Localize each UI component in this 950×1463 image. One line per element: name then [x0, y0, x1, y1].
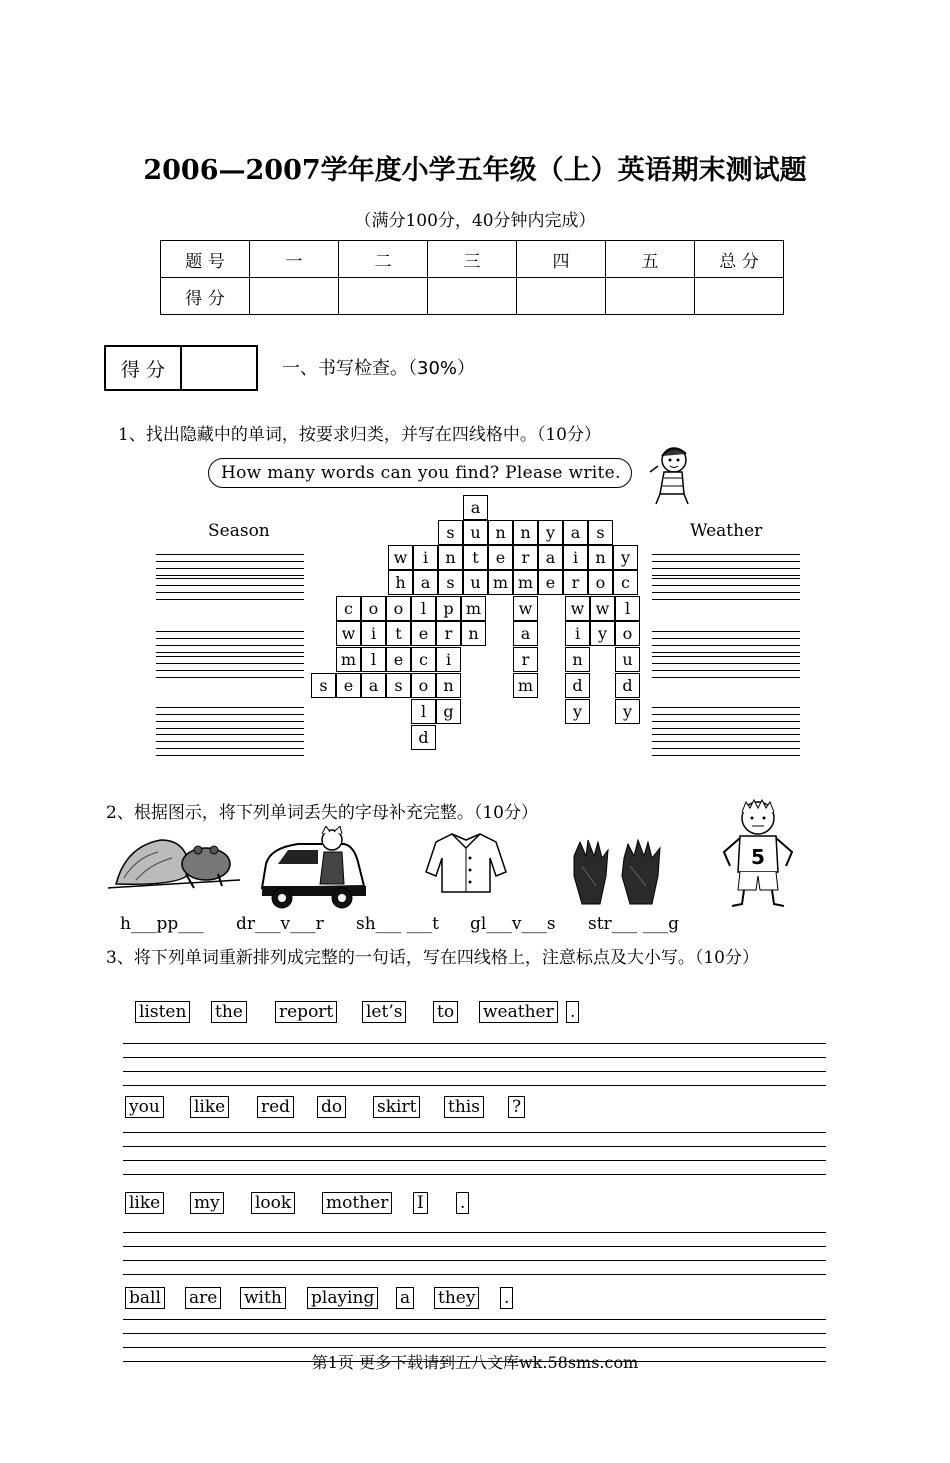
writing-line — [652, 728, 800, 729]
grid-cell: s — [588, 520, 613, 545]
writing-line — [156, 561, 304, 562]
word-card: weather — [479, 1001, 558, 1023]
grid-cell: e — [336, 673, 361, 698]
word-card: skirt — [373, 1096, 420, 1118]
grid-cell: m — [336, 647, 361, 672]
grid-cell: t — [463, 545, 488, 570]
grid-cell: a — [563, 520, 588, 545]
writing-line — [123, 1043, 826, 1044]
grid-cell: l — [411, 596, 436, 621]
writing-line — [652, 585, 800, 586]
writing-line — [652, 677, 800, 678]
writing-line — [652, 656, 800, 657]
cartoon-boy-icon — [646, 442, 696, 506]
writing-line — [156, 631, 304, 632]
writing-line — [652, 670, 800, 671]
grid-cell: u — [463, 520, 488, 545]
gloves-picture-icon — [566, 836, 670, 908]
grid-cell: h — [388, 570, 413, 595]
section-heading: 一、书写检查。（30%） — [282, 358, 476, 379]
grid-cell: n — [436, 673, 461, 698]
writing-line — [156, 656, 304, 657]
question-2-prompt: 2、根据图示，将下列单词丢失的字母补充完整。（10分） — [106, 803, 538, 823]
writing-line — [652, 561, 800, 562]
grid-cell: n — [488, 520, 513, 545]
score-cell — [695, 278, 784, 315]
writing-line — [156, 592, 304, 593]
writing-line — [156, 670, 304, 671]
writing-line — [156, 741, 304, 742]
grid-cell: n — [513, 520, 538, 545]
writing-line — [156, 638, 304, 639]
grid-cell: m — [513, 570, 538, 595]
word-card: . — [566, 1001, 579, 1023]
writing-line — [156, 714, 304, 715]
grid-cell: y — [590, 621, 615, 646]
writing-line — [123, 1232, 826, 1233]
score-cell — [606, 278, 695, 315]
writing-line — [652, 631, 800, 632]
grid-cell: m — [461, 596, 486, 621]
strong-boy-picture-icon — [716, 796, 800, 912]
grid-cell: s — [438, 520, 463, 545]
writing-line — [156, 652, 304, 653]
grid-cell: u — [615, 647, 640, 672]
writing-line — [652, 554, 800, 555]
grid-cell: o — [588, 570, 613, 595]
writing-line — [652, 755, 800, 756]
writing-line — [156, 721, 304, 722]
grid-cell: i — [565, 621, 590, 646]
word-card: they — [434, 1287, 479, 1309]
writing-line — [652, 748, 800, 749]
season-label: Season — [208, 521, 270, 541]
writing-line — [123, 1085, 826, 1086]
word-card: I — [413, 1192, 428, 1214]
word-card: . — [500, 1287, 513, 1309]
grid-cell: y — [615, 699, 640, 724]
grid-cell: l — [411, 699, 436, 724]
grid-cell: l — [615, 596, 640, 621]
grid-cell: n — [565, 647, 590, 672]
page-subtitle: （满分100分，40分钟内完成） — [354, 211, 596, 231]
grid-cell: d — [565, 673, 590, 698]
writing-line — [156, 728, 304, 729]
score-table-header-cell: 三 — [428, 241, 517, 278]
writing-line — [123, 1146, 826, 1147]
grid-cell: i — [361, 621, 386, 646]
question-3-prompt: 3、将下列单词重新排列成完整的一句话，写在四线格上，注意标点及大小写。（10分） — [106, 948, 759, 968]
writing-line — [652, 592, 800, 593]
grid-cell: a — [361, 673, 386, 698]
word-card: like — [190, 1096, 229, 1118]
writing-line — [652, 568, 800, 569]
writing-line — [652, 638, 800, 639]
writing-line — [123, 1132, 826, 1133]
missing-letter-word: h___pp___ — [120, 914, 204, 934]
writing-line — [156, 734, 304, 735]
writing-line — [123, 1319, 826, 1320]
writing-line — [123, 1246, 826, 1247]
writing-line — [652, 734, 800, 735]
writing-line — [156, 707, 304, 708]
writing-line — [652, 707, 800, 708]
missing-letter-word: sh___ ___t — [356, 914, 439, 934]
grid-cell: m — [513, 673, 538, 698]
shirt-picture-icon — [424, 830, 508, 896]
word-card: a — [396, 1287, 414, 1309]
score-cell — [428, 278, 517, 315]
writing-line — [123, 1274, 826, 1275]
grid-cell: w — [513, 596, 538, 621]
writing-line — [652, 575, 800, 576]
score-table-header-cell: 二 — [339, 241, 428, 278]
grid-cell: a — [413, 570, 438, 595]
grid-cell: e — [538, 570, 563, 595]
grid-cell: o — [361, 596, 386, 621]
writing-line — [123, 1333, 826, 1334]
word-card: with — [240, 1287, 286, 1309]
grid-cell: r — [513, 647, 538, 672]
word-card: look — [251, 1192, 295, 1214]
word-card: red — [257, 1096, 294, 1118]
writing-line — [156, 663, 304, 664]
writing-line — [652, 599, 800, 600]
writing-line — [652, 721, 800, 722]
grid-cell: u — [463, 570, 488, 595]
grid-cell: w — [565, 596, 590, 621]
grid-cell: c — [411, 647, 436, 672]
hippo-picture-icon — [106, 828, 240, 894]
writing-line — [156, 599, 304, 600]
car-driver-picture-icon — [258, 826, 370, 912]
writing-line — [123, 1057, 826, 1058]
word-card: are — [185, 1287, 221, 1309]
grid-cell: w — [336, 621, 361, 646]
writing-line — [652, 578, 800, 579]
grid-cell: e — [488, 545, 513, 570]
section-score-label: 得 分 — [106, 347, 182, 389]
writing-line — [652, 663, 800, 664]
writing-line — [156, 755, 304, 756]
grid-cell: w — [388, 545, 413, 570]
grid-cell: o — [615, 621, 640, 646]
page-footer: 第1页 更多下载请到五八文库wk.58sms.com — [311, 1353, 639, 1372]
word-card: do — [317, 1096, 346, 1118]
word-card: ball — [125, 1287, 165, 1309]
word-card: the — [211, 1001, 247, 1023]
writing-line — [652, 714, 800, 715]
word-card: . — [456, 1192, 469, 1214]
score-table-score-row — [161, 278, 784, 315]
grid-cell: s — [438, 570, 463, 595]
word-card: report — [275, 1001, 337, 1023]
writing-line — [652, 741, 800, 742]
score-table-header-cell: 四 — [517, 241, 606, 278]
svg-text:5: 5 — [751, 845, 765, 869]
writing-line — [123, 1071, 826, 1072]
writing-line — [123, 1347, 826, 1348]
score-table-row-label: 得 分 — [161, 278, 250, 315]
score-cell — [250, 278, 339, 315]
grid-cell: r — [436, 621, 461, 646]
grid-cell: c — [613, 570, 638, 595]
grid-cell: d — [615, 673, 640, 698]
writing-line — [156, 554, 304, 555]
writing-line — [156, 748, 304, 749]
grid-cell: i — [413, 545, 438, 570]
grid-cell: i — [436, 647, 461, 672]
grid-cell: r — [513, 545, 538, 570]
writing-line — [123, 1260, 826, 1261]
writing-line — [156, 585, 304, 586]
score-table-header-cell: 总 分 — [695, 241, 784, 278]
grid-cell: s — [386, 673, 411, 698]
grid-cell: a — [463, 495, 488, 520]
grid-cell: n — [588, 545, 613, 570]
missing-letter-word: dr___v___r — [236, 914, 324, 934]
grid-cell: e — [411, 621, 436, 646]
question-1-prompt: 1、找出隐藏中的单词，按要求归类，并写在四线格中。（10分） — [118, 425, 601, 445]
score-table-header-cell: 题 号 — [161, 241, 250, 278]
grid-cell: n — [461, 621, 486, 646]
writing-line — [156, 575, 304, 576]
word-card: playing — [307, 1287, 378, 1309]
grid-cell: w — [590, 596, 615, 621]
grid-cell: e — [386, 647, 411, 672]
word-card: let’s — [362, 1001, 406, 1023]
grid-cell: p — [436, 596, 461, 621]
word-card: mother — [322, 1192, 392, 1214]
grid-cell: m — [488, 570, 513, 595]
word-card: this — [444, 1096, 484, 1118]
grid-cell: a — [513, 621, 538, 646]
score-cell — [517, 278, 606, 315]
writing-line — [156, 568, 304, 569]
word-card: listen — [135, 1001, 190, 1023]
grid-cell: o — [411, 673, 436, 698]
grid-cell: y — [565, 699, 590, 724]
score-cell — [339, 278, 428, 315]
grid-cell: o — [386, 596, 411, 621]
score-table-header-cell: 五 — [606, 241, 695, 278]
writing-line — [156, 578, 304, 579]
grid-cell: i — [563, 545, 588, 570]
speech-bubble: How many words can you find? Please write. — [208, 458, 632, 488]
grid-cell: c — [336, 596, 361, 621]
score-table-header-row — [161, 241, 784, 278]
page-title: 2006—2007学年度小学五年级（上）英语期末测试题 — [143, 155, 807, 186]
word-card: to — [433, 1001, 458, 1023]
grid-cell: d — [411, 725, 436, 750]
word-card: like — [125, 1192, 164, 1214]
grid-cell: a — [538, 545, 563, 570]
writing-line — [156, 645, 304, 646]
writing-line — [156, 677, 304, 678]
section-score-box — [104, 345, 258, 391]
grid-cell: t — [386, 621, 411, 646]
weather-label: Weather — [690, 521, 763, 541]
grid-cell: g — [436, 699, 461, 724]
score-table-header-cell: 一 — [250, 241, 339, 278]
score-table — [160, 240, 784, 315]
writing-line — [123, 1160, 826, 1161]
grid-cell: y — [538, 520, 563, 545]
word-card: you — [125, 1096, 164, 1118]
word-card: ? — [508, 1096, 525, 1118]
grid-cell: l — [361, 647, 386, 672]
word-card: my — [190, 1192, 224, 1214]
writing-line — [652, 645, 800, 646]
writing-line — [652, 652, 800, 653]
grid-cell: s — [311, 673, 336, 698]
grid-cell: r — [563, 570, 588, 595]
writing-line — [123, 1174, 826, 1175]
missing-letter-word: str___ ___g — [588, 914, 679, 934]
missing-letter-word: gl___v___s — [470, 914, 556, 934]
grid-cell: y — [613, 545, 638, 570]
grid-cell: n — [438, 545, 463, 570]
